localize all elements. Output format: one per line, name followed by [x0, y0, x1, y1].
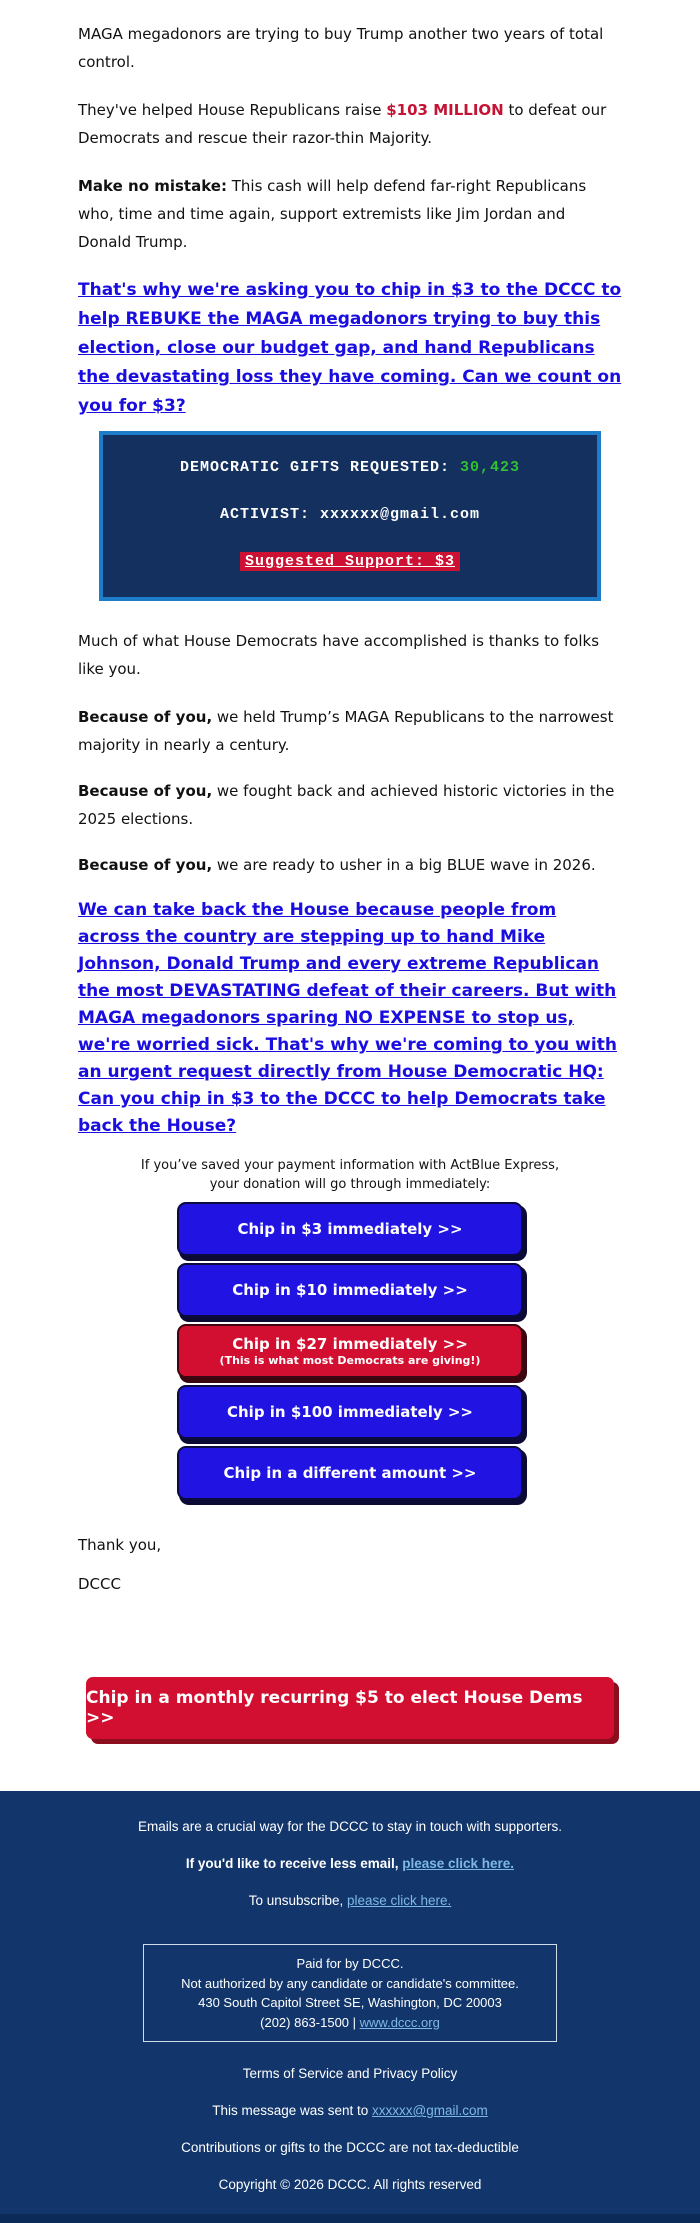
not-authorized-line: Not authorized by any candidate or candidate's committee.	[181, 1975, 519, 1991]
message-sent-text: This message was sent to	[212, 2103, 373, 2118]
dccc-website-link[interactable]: www.dccc.org	[359, 2014, 440, 2030]
recipient-email-link[interactable]: xxxxxx@gmail.com	[372, 2103, 488, 2118]
because-rest-3: we are ready to usher in a big BLUE wave in 2026.	[212, 856, 596, 874]
terms-privacy-link[interactable]: Terms of Service and Privacy Policy	[242, 2066, 458, 2081]
actblue-note-line1: If you’ve saved your payment information with ActBlue Express,	[140, 1158, 560, 1173]
message-sent-line	[0, 2103, 700, 2119]
gifts-requested-count: 30,423	[460, 459, 521, 476]
paragraph-accomplished: Much of what House Democrats have accomplished is thanks to folks like you.	[78, 632, 600, 678]
email-footer	[0, 1791, 700, 2223]
suggested-support-row	[113, 553, 587, 571]
chip-in-3-link[interactable]: That's why we're asking you to chip in $3 to the DCCC to help REBUKE the MAGA megadonors trying to buy this election, close our budget gap, and hand Republicans the devastating loss they have coming. Can we count on you for $3?	[78, 280, 622, 416]
paragraph-because-victories	[78, 777, 622, 833]
copyright-text: Copyright © 2026 DCCC. All rights reserved	[218, 2177, 482, 2192]
gifts-requested-row	[113, 459, 587, 477]
chip-in-different-amount-label: Chip in a different amount >>	[223, 1464, 477, 1482]
paragraph-mistake-rest: This cash will help defend far-right Republicans who, time and time again, support extremists like Jim Jordan and Donald Trump.	[78, 177, 587, 251]
phone-website-line	[150, 2013, 550, 2033]
paid-for-disclaimer-box	[143, 1944, 557, 2042]
chip-in-10-button[interactable]	[177, 1263, 523, 1317]
chip-in-10-button-label: Chip in $10 immediately >>	[232, 1281, 468, 1299]
because-rest-2: we fought back and achieved historic victories in the 2025 elections.	[78, 782, 615, 828]
paid-for-line: Paid for by DCCC.	[296, 1956, 404, 1971]
paragraph-intro: MAGA megadonors are trying to buy Trump another two years of total control.	[78, 25, 604, 71]
chip-in-27-button[interactable]	[177, 1324, 523, 1378]
donation-counter-box	[99, 431, 601, 601]
chip-in-3-button-label: Chip in $3 immediately >>	[237, 1220, 463, 1238]
thank-you-text: Thank you,	[78, 1536, 162, 1554]
take-back-house-link[interactable]: We can take back the House because people from across the country are stepping up to hand Mike Johnson, Donald Trump and every extreme Republican the most DEVASTATING defeat of their careers. But with MAGA megadonors sparing NO EXPENSE to stop us, we're worried sick. That's why we're coming to you with an urgent request directly from House Democratic HQ: Can you chip in $3 to the DCCC to help Democrats take back the House?	[78, 900, 617, 1136]
actblue-note-line2: your donation will go through immediately:	[209, 1177, 491, 1192]
less-email-text: If you'd like to receive less email,	[185, 1856, 403, 1871]
less-email-link[interactable]: please click here.	[402, 1856, 515, 1871]
paragraph-mistake	[78, 172, 622, 256]
gifts-requested-label: DEMOCRATIC GIFTS REQUESTED:	[179, 459, 461, 476]
footer-unsubscribe-line	[0, 1893, 700, 1909]
paragraph-mistake-bold: Make no mistake:	[78, 177, 227, 195]
paragraph-because-wave	[78, 851, 622, 879]
chip-in-100-button[interactable]	[177, 1385, 523, 1439]
chip-in-3-button[interactable]	[177, 1202, 523, 1256]
because-bold-3: Because of you,	[78, 856, 213, 874]
chip-in-different-amount-button[interactable]	[177, 1446, 523, 1500]
unsubscribe-text: To unsubscribe,	[248, 1893, 347, 1908]
chip-in-27-button-subtext: (This is what most Democrats are giving!)	[219, 1354, 481, 1367]
paragraph-because-majority	[78, 703, 622, 759]
footer-crucial-text: Emails are a crucial way for the DCCC to stay in touch with supporters.	[138, 1819, 562, 1834]
paragraph-fundraising	[78, 96, 622, 152]
address-line: 430 South Capitol Street SE, Washington, DC 20003	[198, 1995, 502, 2010]
tax-deductible-text: Contributions or gifts to the DCCC are not tax-deductible	[181, 2140, 519, 2155]
signature-text: DCCC	[78, 1575, 121, 1593]
chip-in-100-button-label: Chip in $100 immediately >>	[227, 1403, 473, 1421]
actblue-express-note	[78, 1156, 622, 1194]
paragraph-fundraising-post: to defeat our Democrats and rescue their razor-thin Majority.	[78, 101, 607, 147]
suggested-support-link[interactable]: Suggested Support: $3	[240, 552, 460, 571]
paragraph-fundraising-pre: They've helped House Republicans raise	[78, 101, 387, 119]
chip-in-27-button-label: Chip in $27 immediately >>	[232, 1335, 468, 1353]
phone-number: (202) 863-1500 |	[260, 2014, 360, 2030]
million-amount-highlight: $103 MILLION	[386, 101, 504, 119]
monthly-recurring-button-label: Chip in a monthly recurring $5 to elect House Dems >>	[86, 1688, 583, 1728]
monthly-recurring-button[interactable]	[86, 1677, 614, 1739]
because-bold-2: Because of you,	[78, 782, 213, 800]
because-bold-1: Because of you,	[78, 708, 213, 726]
activist-row: ACTIVIST: xxxxxx@gmail.com	[219, 506, 481, 523]
footer-bottom-strip	[0, 2214, 700, 2223]
donation-button-stack	[78, 1202, 622, 1507]
footer-less-email-line	[0, 1856, 700, 1872]
unsubscribe-link[interactable]: please click here.	[347, 1893, 452, 1908]
because-rest-1: we held Trump’s MAGA Republicans to the narrowest majority in nearly a century.	[78, 708, 614, 754]
